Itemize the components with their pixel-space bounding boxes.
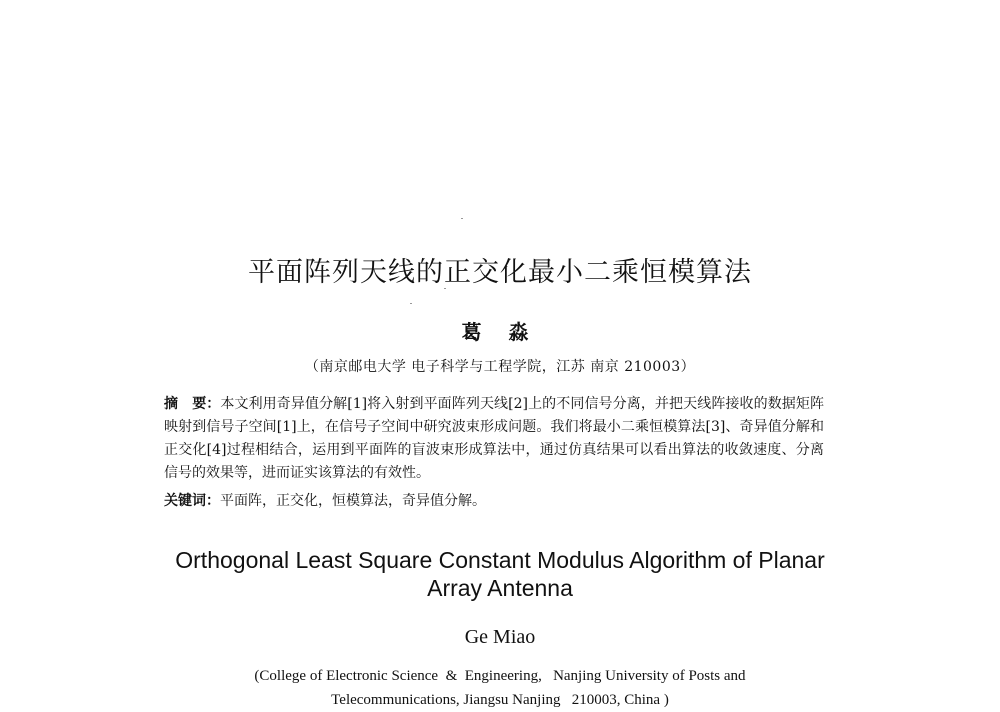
english-author: Ge Miao bbox=[464, 626, 536, 648]
scan-speck bbox=[461, 218, 463, 219]
abstract-text: 本文利用奇异值分解[1]将入射到平面阵列天线[2]上的不同信号分离，并把天线阵接收的数据矩阵映射到信号子空间[1]上，在信号子空间中研究波束形成问题。我们将最小二乘恒模算法[3]、奇异值分解和正交化[4]过程相结合，运用到平面阵的盲波束形成算法中，通过仿真结果可以看出算法的收敛速度、分离信号的效果等，进而证实该算法的有效性。 bbox=[164, 396, 824, 481]
english-affiliation bbox=[0, 664, 1000, 712]
chinese-author: 葛 淼 bbox=[461, 320, 539, 344]
keywords-text: 平面阵，正交化，恒模算法，奇异值分解。 bbox=[220, 493, 486, 509]
chinese-keywords bbox=[164, 490, 824, 513]
english-affiliation-line2: Telecommunications, Jiangsu Nanjing 210003, China ) bbox=[331, 692, 669, 708]
english-affiliation-line1: (College of Electronic Science & Engineering, Nanjing University of Posts and bbox=[254, 668, 746, 684]
english-title-line1: Orthogonal Least Square Constant Modulus Algorithm of Planar bbox=[175, 547, 825, 573]
keywords-label: 关键词： bbox=[164, 493, 220, 509]
abstract-label: 摘 要： bbox=[164, 396, 221, 412]
english-title bbox=[0, 546, 1000, 602]
english-title-line2: Array Antenna bbox=[427, 575, 573, 601]
chinese-title: 平面阵列天线的正交化最小二乘恒模算法 bbox=[248, 257, 752, 288]
chinese-abstract bbox=[164, 393, 824, 485]
scan-speck bbox=[410, 303, 412, 304]
chinese-affiliation: （南京邮电大学 电子科学与工程学院，江苏 南京 210003） bbox=[304, 359, 696, 375]
